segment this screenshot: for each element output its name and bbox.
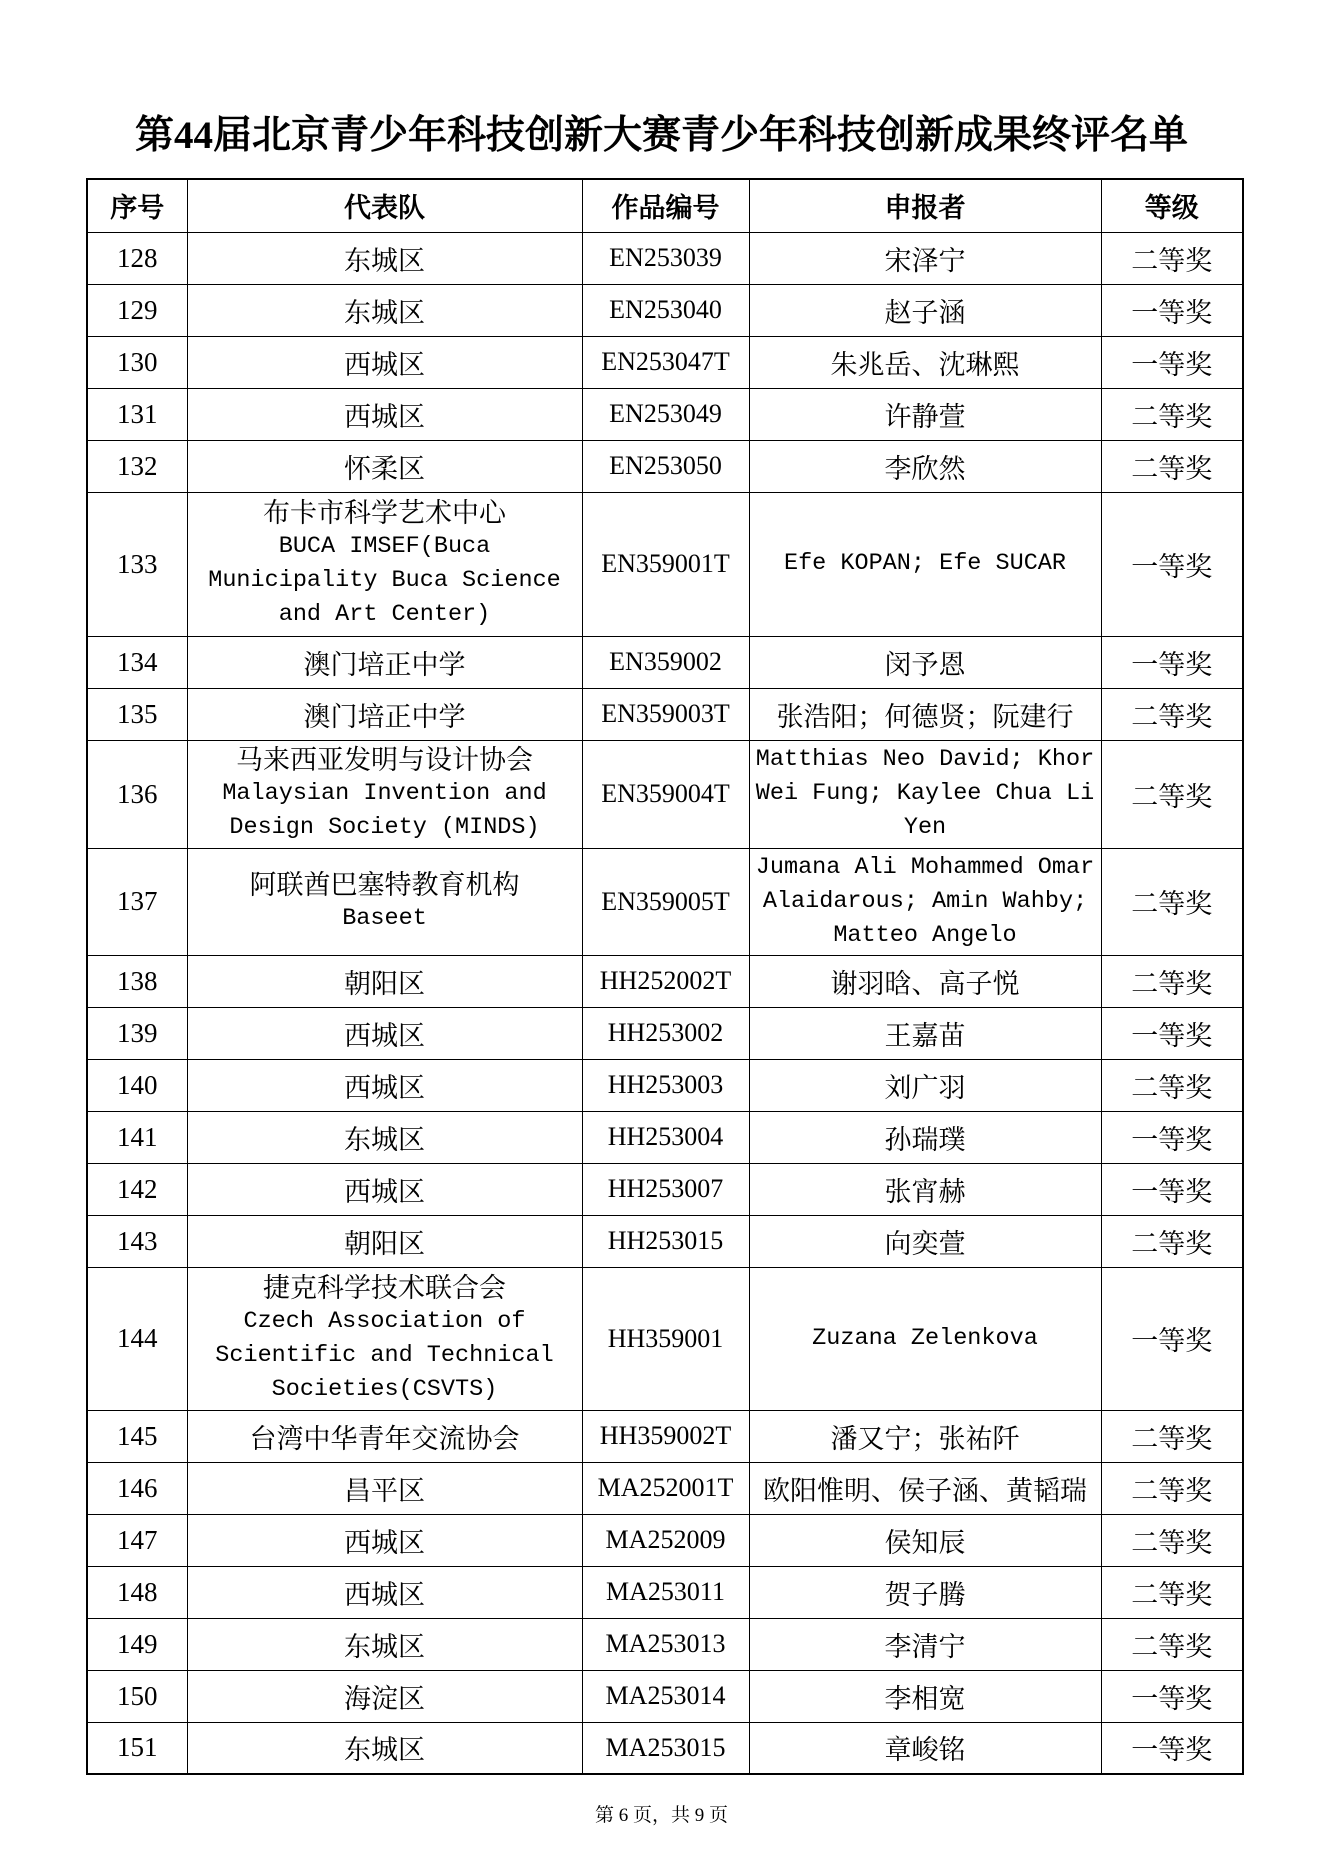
team-line: 布卡市科学艺术中心 — [263, 498, 506, 528]
team-cell: 西城区 — [187, 336, 582, 388]
index-cell: 147 — [87, 1514, 187, 1566]
level-cell: 二等奖 — [1101, 1059, 1243, 1111]
table-row — [87, 1410, 1243, 1462]
code-cell: EN253049 — [582, 388, 749, 440]
index-cell: 143 — [87, 1215, 187, 1267]
team-cell — [187, 1267, 582, 1410]
level-cell: 一等奖 — [1101, 1111, 1243, 1163]
team-cell: 东城区 — [187, 232, 582, 284]
table-row — [87, 440, 1243, 492]
index-cell: 134 — [87, 636, 187, 688]
team-cell: 昌平区 — [187, 1462, 582, 1514]
header-level: 等级 — [1101, 179, 1243, 232]
applicant-cell: 欧阳惟明、侯子涵、黄韬瑞 — [749, 1462, 1101, 1514]
team-line: Societies(CSVTS) — [271, 1375, 498, 1403]
team-cell: 海淀区 — [187, 1670, 582, 1722]
applicant-line: Zuzana Zelenkova — [812, 1324, 1038, 1352]
code-cell: HH253004 — [582, 1111, 749, 1163]
index-cell: 137 — [87, 848, 187, 955]
index-cell: 128 — [87, 232, 187, 284]
applicant-cell: 宋泽宁 — [749, 232, 1101, 284]
applicant-cell — [749, 492, 1101, 636]
header-index: 序号 — [87, 179, 187, 232]
applicant-cell — [749, 740, 1101, 848]
applicant-line: Wei Fung; Kaylee Chua Li — [755, 780, 1095, 807]
applicant-cell: 张宵赫 — [749, 1163, 1101, 1215]
table-row — [87, 336, 1243, 388]
team-line: 捷克科学技术联合会 — [263, 1272, 506, 1303]
table-row — [87, 492, 1243, 636]
applicant-cell: 李欣然 — [749, 440, 1101, 492]
table-row — [87, 1111, 1243, 1163]
level-cell: 二等奖 — [1101, 848, 1243, 955]
team-line: Malaysian Invention and — [222, 780, 547, 807]
team-cell: 台湾中华青年交流协会 — [187, 1410, 582, 1462]
applicant-cell: 赵子涵 — [749, 284, 1101, 336]
level-cell: 二等奖 — [1101, 688, 1243, 740]
applicant-line: Jumana Ali Mohammed Omar — [755, 853, 1095, 881]
level-cell: 一等奖 — [1101, 1163, 1243, 1215]
table-row — [87, 740, 1243, 848]
level-cell: 二等奖 — [1101, 1215, 1243, 1267]
code-cell: MA253015 — [582, 1722, 749, 1774]
index-cell: 132 — [87, 440, 187, 492]
level-cell: 二等奖 — [1101, 388, 1243, 440]
table-row — [87, 1566, 1243, 1618]
team-line: and Art Center) — [278, 601, 491, 628]
index-cell: 138 — [87, 955, 187, 1007]
index-cell: 146 — [87, 1462, 187, 1514]
table-row — [87, 388, 1243, 440]
code-cell: EN253047T — [582, 336, 749, 388]
team-cell: 东城区 — [187, 1618, 582, 1670]
applicant-cell: 李相宽 — [749, 1670, 1101, 1722]
code-cell: HH253003 — [582, 1059, 749, 1111]
applicant-cell: 许静萱 — [749, 388, 1101, 440]
applicant-cell: 孙瑞璞 — [749, 1111, 1101, 1163]
team-cell: 东城区 — [187, 1722, 582, 1774]
applicant-cell: 侯知辰 — [749, 1514, 1101, 1566]
table-row — [87, 1462, 1243, 1514]
code-cell: HH252002T — [582, 955, 749, 1007]
applicant-cell: 张浩阳；何德贤；阮建行 — [749, 688, 1101, 740]
code-cell: HH359001 — [582, 1267, 749, 1410]
table-row — [87, 1215, 1243, 1267]
team-cell: 东城区 — [187, 1111, 582, 1163]
index-cell: 131 — [87, 388, 187, 440]
level-cell: 一等奖 — [1101, 636, 1243, 688]
header-applicant: 申报者 — [749, 179, 1101, 232]
applicant-line: Matthias Neo David; Khor — [755, 746, 1095, 773]
code-cell: EN253040 — [582, 284, 749, 336]
team-cell — [187, 740, 582, 848]
team-cell — [187, 848, 582, 955]
header-code: 作品编号 — [582, 179, 749, 232]
index-cell: 149 — [87, 1618, 187, 1670]
level-cell: 一等奖 — [1101, 492, 1243, 636]
code-cell: MA252009 — [582, 1514, 749, 1566]
index-cell: 141 — [87, 1111, 187, 1163]
table-row — [87, 848, 1243, 955]
level-cell: 二等奖 — [1101, 440, 1243, 492]
code-cell: EN253050 — [582, 440, 749, 492]
applicant-cell: 贺子腾 — [749, 1566, 1101, 1618]
applicant-cell: 潘又宁；张祐阡 — [749, 1410, 1101, 1462]
table-row — [87, 1059, 1243, 1111]
table-row — [87, 955, 1243, 1007]
team-cell: 澳门培正中学 — [187, 636, 582, 688]
team-line: 阿联酋巴塞特教育机构 — [249, 869, 520, 900]
code-cell: MA253014 — [582, 1670, 749, 1722]
code-cell: EN359003T — [582, 688, 749, 740]
code-cell: MA253013 — [582, 1618, 749, 1670]
team-line: Baseet — [342, 904, 427, 932]
level-cell: 二等奖 — [1101, 740, 1243, 848]
table-row — [87, 284, 1243, 336]
index-cell: 130 — [87, 336, 187, 388]
header-team: 代表队 — [187, 179, 582, 232]
code-cell: MA253011 — [582, 1566, 749, 1618]
team-cell — [187, 492, 582, 636]
team-line: Municipality Buca Science — [208, 567, 561, 594]
index-cell: 140 — [87, 1059, 187, 1111]
level-cell: 一等奖 — [1101, 1007, 1243, 1059]
team-cell: 东城区 — [187, 284, 582, 336]
document-title: 第44届北京青少年科技创新大赛青少年科技创新成果终评名单 — [134, 114, 1188, 157]
table-row — [87, 1007, 1243, 1059]
table-row — [87, 232, 1243, 284]
team-cell: 西城区 — [187, 1514, 582, 1566]
team-line: Design Society (MINDS) — [229, 814, 540, 841]
applicant-cell — [749, 848, 1101, 955]
page-footer: 第 6 页，共 9 页 — [594, 1805, 728, 1826]
table-row — [87, 1670, 1243, 1722]
applicant-line: Yen — [903, 814, 947, 841]
code-cell: EN359004T — [582, 740, 749, 848]
level-cell: 二等奖 — [1101, 955, 1243, 1007]
table-row — [87, 1618, 1243, 1670]
index-cell: 148 — [87, 1566, 187, 1618]
code-cell: EN253039 — [582, 232, 749, 284]
team-cell: 朝阳区 — [187, 955, 582, 1007]
index-cell: 136 — [87, 740, 187, 848]
index-cell: 139 — [87, 1007, 187, 1059]
table-row — [87, 636, 1243, 688]
level-cell: 二等奖 — [1101, 1410, 1243, 1462]
team-line: 马来西亚发明与设计协会 — [236, 745, 533, 775]
level-cell: 一等奖 — [1101, 336, 1243, 388]
code-cell: EN359002 — [582, 636, 749, 688]
table-row — [87, 688, 1243, 740]
applicant-cell: 向奕萱 — [749, 1215, 1101, 1267]
results-table — [86, 178, 1244, 1775]
index-cell: 133 — [87, 492, 187, 636]
level-cell: 二等奖 — [1101, 232, 1243, 284]
team-cell: 西城区 — [187, 1163, 582, 1215]
index-cell: 129 — [87, 284, 187, 336]
team-line: Scientific and Technical — [215, 1341, 554, 1369]
applicant-cell: 闵予恩 — [749, 636, 1101, 688]
index-cell: 135 — [87, 688, 187, 740]
index-cell: 142 — [87, 1163, 187, 1215]
team-cell: 西城区 — [187, 1566, 582, 1618]
level-cell: 一等奖 — [1101, 1722, 1243, 1774]
table-row — [87, 1267, 1243, 1410]
code-cell: EN359005T — [582, 848, 749, 955]
applicant-cell: 刘广羽 — [749, 1059, 1101, 1111]
applicant-cell: 朱兆岳、沈琳熙 — [749, 336, 1101, 388]
code-cell: HH359002T — [582, 1410, 749, 1462]
index-cell: 145 — [87, 1410, 187, 1462]
code-cell: HH253007 — [582, 1163, 749, 1215]
table-row — [87, 1722, 1243, 1774]
team-line: BUCA IMSEF(Buca — [278, 533, 491, 560]
table-row — [87, 1514, 1243, 1566]
applicant-line: Matteo Angelo — [833, 921, 1017, 949]
team-line: Czech Association of — [243, 1307, 526, 1335]
table-row — [87, 1163, 1243, 1215]
code-cell: HH253015 — [582, 1215, 749, 1267]
team-cell: 西城区 — [187, 1059, 582, 1111]
level-cell: 一等奖 — [1101, 1267, 1243, 1410]
team-cell: 朝阳区 — [187, 1215, 582, 1267]
team-cell: 怀柔区 — [187, 440, 582, 492]
header-row — [87, 179, 1243, 232]
level-cell: 一等奖 — [1101, 284, 1243, 336]
applicant-cell — [749, 1267, 1101, 1410]
index-cell: 150 — [87, 1670, 187, 1722]
team-cell: 澳门培正中学 — [187, 688, 582, 740]
level-cell: 二等奖 — [1101, 1566, 1243, 1618]
applicant-line: Efe KOPAN; Efe SUCAR — [783, 550, 1067, 577]
applicant-line: Alaidarous; Amin Wahby; — [762, 887, 1088, 915]
code-cell: HH253002 — [582, 1007, 749, 1059]
applicant-cell: 章峻铭 — [749, 1722, 1101, 1774]
code-cell: MA252001T — [582, 1462, 749, 1514]
level-cell: 一等奖 — [1101, 1670, 1243, 1722]
level-cell: 二等奖 — [1101, 1618, 1243, 1670]
team-cell: 西城区 — [187, 388, 582, 440]
level-cell: 二等奖 — [1101, 1462, 1243, 1514]
applicant-cell: 李清宁 — [749, 1618, 1101, 1670]
index-cell: 144 — [87, 1267, 187, 1410]
team-cell: 西城区 — [187, 1007, 582, 1059]
applicant-cell: 谢羽晗、高子悦 — [749, 955, 1101, 1007]
level-cell: 二等奖 — [1101, 1514, 1243, 1566]
applicant-cell: 王嘉苗 — [749, 1007, 1101, 1059]
code-cell: EN359001T — [582, 492, 749, 636]
index-cell: 151 — [87, 1722, 187, 1774]
